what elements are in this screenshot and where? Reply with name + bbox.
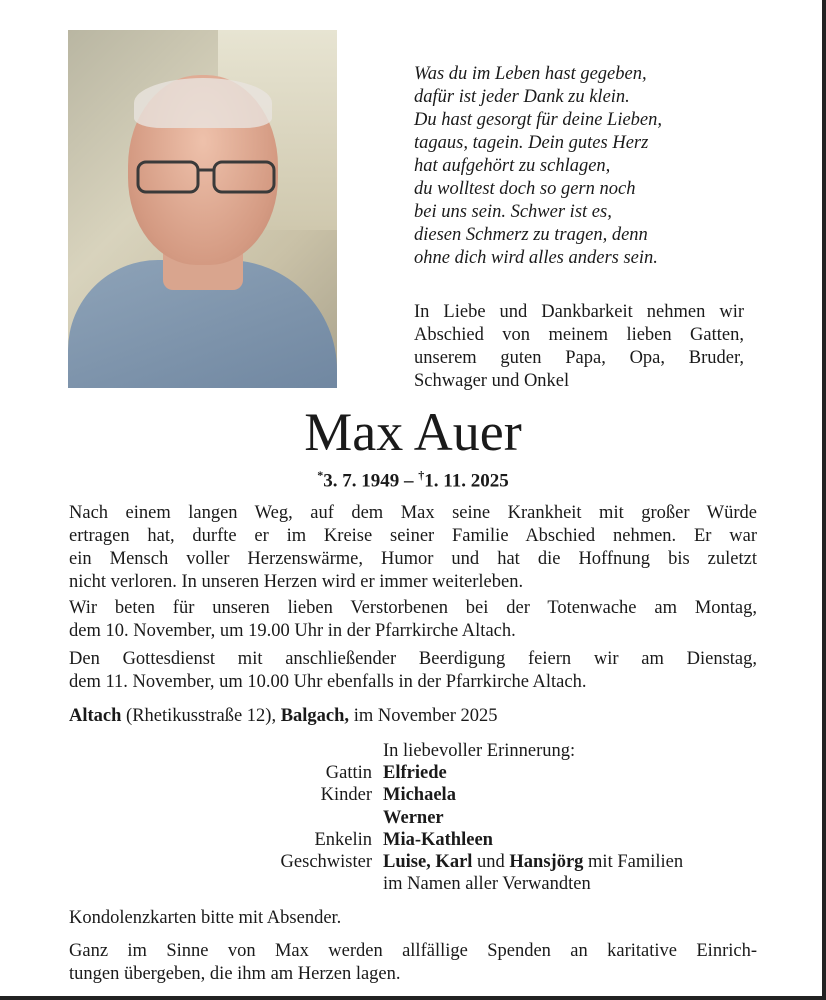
birth-date: 3. 7. 1949	[323, 470, 400, 492]
siblings-names	[383, 851, 683, 873]
address: (Rhetikusstraße 12),	[121, 706, 281, 726]
sibling-name: Hansjörg	[509, 852, 584, 873]
town-balgach: Balgach,	[280, 706, 350, 726]
text-line: Den Gottesdienst mit anschließender Beerdigung feiern wir am Dienstag,	[69, 649, 757, 669]
town-altach: Altach	[69, 706, 122, 726]
death-symbol: †	[418, 468, 425, 482]
intro-line: Abschied von meinem lieben Gatten,	[414, 325, 744, 345]
child-name: Michaela	[383, 785, 456, 806]
poem-line: du wolltest doch so gern noch	[414, 179, 636, 199]
poem-line: Du hast gesorgt für deine Lieben,	[414, 110, 663, 130]
deceased-name: Max Auer	[304, 402, 522, 462]
intro-line: Schwager und Onkel	[414, 371, 570, 391]
siblings-label: Geschwister	[280, 852, 372, 873]
and-text: und	[472, 852, 510, 873]
paragraph-funeral	[69, 648, 757, 694]
text-line: Wir beten für unseren lieben Verstorbenen bei der Totenwache am Montag,	[69, 598, 757, 618]
poem-line: tagaus, tagein. Dein gutes Herz	[414, 133, 649, 153]
birth-symbol: *	[317, 468, 324, 482]
text-line: nicht verloren. In unseren Herzen wird er immer weiterleben.	[69, 572, 524, 592]
condolence-note: Kondolenzkarten bitte mit Absender.	[69, 908, 342, 928]
portrait-photo	[68, 30, 337, 388]
intro-text	[414, 301, 744, 393]
intro-line: In Liebe und Dankbarkeit nehmen wir	[414, 302, 744, 322]
date-separator: –	[399, 470, 419, 492]
paragraph-wake	[69, 597, 757, 643]
text-line: tungen übergeben, die ihm am Herzen lagen.	[69, 964, 401, 984]
wife-label: Gattin	[325, 763, 372, 784]
grandchild-label: Enkelin	[314, 829, 372, 850]
poem-line: dafür ist jeder Dank zu klein.	[414, 87, 630, 107]
donation-note	[69, 940, 757, 986]
place-date	[69, 705, 757, 728]
intro-line: unserem guten Papa, Opa, Bruder,	[414, 348, 744, 368]
poem-line: ohne dich wird alles anders sein.	[414, 248, 658, 268]
siblings-suffix: mit Familien	[583, 852, 684, 873]
family-heading: In liebevoller Erinnerung:	[383, 741, 576, 761]
poem-line: Was du im Leben hast gegeben,	[414, 64, 647, 84]
wife-name: Elfriede	[383, 763, 447, 784]
sibling-names: Luise, Karl	[383, 852, 473, 873]
poem-line: hat aufgehört zu schlagen,	[414, 156, 611, 176]
text-line: ein Mensch voller Herzenswärme, Humor und hat die Hoffnung bis zuletzt	[69, 549, 757, 569]
text-line: dem 10. November, um 19.00 Uhr in der Pfarrkirche Altach.	[69, 621, 516, 641]
children-label: Kinder	[320, 785, 372, 806]
poem	[414, 63, 662, 270]
poem-line: bei uns sein. Schwer ist es,	[414, 202, 612, 222]
death-date: 1. 11. 2025	[424, 470, 509, 492]
place-date-text: im November 2025	[349, 706, 498, 726]
text-line: ertragen hat, durfte er im Kreise seiner Familie Abschied nehmen. Er war	[69, 526, 757, 546]
child-name: Werner	[383, 807, 444, 828]
grandchild-name: Mia-Kathleen	[383, 829, 493, 850]
paragraph-life	[69, 502, 757, 594]
family-list	[0, 740, 826, 895]
poem-line: diesen Schmerz zu tragen, denn	[414, 225, 648, 245]
text-line: Ganz im Sinne von Max werden allfällige Spenden an karitative Einrich-	[69, 941, 757, 961]
life-dates	[0, 468, 826, 492]
relatives-text: im Namen aller Verwandten	[383, 874, 591, 895]
text-line: dem 11. November, um 10.00 Uhr ebenfalls in der Pfarrkirche Altach.	[69, 672, 587, 692]
text-line: Nach einem langen Weg, auf dem Max seine Krankheit mit großer Würde	[69, 503, 757, 523]
